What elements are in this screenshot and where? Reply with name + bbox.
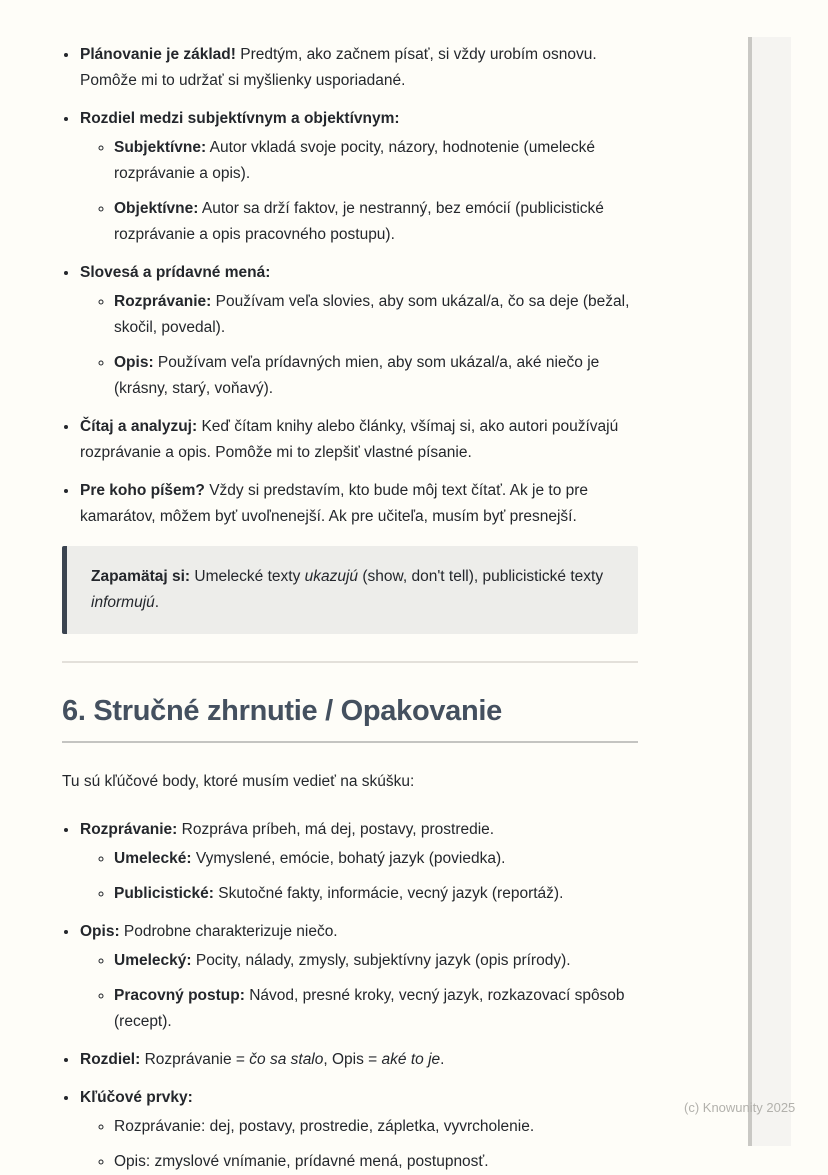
italic-text: aké to je	[381, 1051, 441, 1068]
sub-bullet-item	[114, 135, 638, 187]
item-text: Rozpráva príbeh, má dej, postavy, prostredie.	[177, 821, 495, 838]
sub-bullet-item	[114, 881, 638, 907]
sub-list	[80, 1114, 638, 1175]
section-heading: 6. Stručné zhrnutie / Opakovanie	[62, 694, 638, 743]
item-text: Používam veľa slovies, aby som ukázal/a, čo sa deje (bežal, skočil, povedal).	[114, 293, 630, 336]
bullet-item	[79, 414, 638, 466]
callout-label: Zapamätaj si:	[91, 568, 191, 585]
sub-bullet-item	[114, 846, 638, 872]
sub-bullet-item	[114, 350, 638, 402]
item-label: Čítaj a analyzuj:	[80, 418, 198, 435]
item-label: Opis:	[114, 354, 154, 371]
item-label: Plánovanie je základ!	[80, 46, 236, 63]
callout-note	[62, 546, 638, 634]
section-divider	[62, 661, 638, 663]
item-text: Vymyslené, emócie, bohatý jazyk (poviedka).	[191, 850, 506, 867]
item-label: Opis:	[80, 923, 120, 940]
callout-text: (show, don't tell), publicistické texty	[358, 568, 604, 585]
item-label: Subjektívne:	[114, 139, 207, 156]
sub-list	[80, 846, 638, 907]
bullet-item	[79, 106, 638, 248]
sub-bullet-item	[114, 289, 638, 341]
bullet-item	[79, 478, 638, 530]
item-text: Autor sa drží faktov, je nestranný, bez emócií (publicistické rozprávanie a opis pracovného postupu).	[114, 200, 604, 243]
bullet-item	[79, 817, 638, 907]
item-text: Predtým, ako začnem písať, si vždy urobím osnovu. Pomôže mi to udržať si myšlienky usporiadané.	[80, 46, 597, 89]
item-label: Rozdiel medzi subjektívnym a objektívnym:	[80, 110, 400, 127]
italic-text: informujú	[91, 594, 155, 611]
item-label: Pracovný postup:	[114, 987, 245, 1004]
item-label: Rozdiel:	[80, 1051, 141, 1068]
item-text: Skutočné fakty, informácie, vecný jazyk (reportáž).	[213, 885, 564, 902]
item-label: Kľúčové prvky:	[80, 1089, 193, 1106]
item-text: Keď čítam knihy alebo články, všímaj si, ako autori používajú rozprávanie a opis. Pomôže mi to zlepšiť vlastné písanie.	[80, 418, 619, 461]
callout-text: .	[154, 594, 160, 611]
notes-list	[62, 42, 638, 530]
intro-paragraph: Tu sú kľúčové body, ktoré musím vedieť na skúšku:	[62, 773, 415, 790]
bullet-item	[79, 1047, 638, 1073]
item-label: Publicistické:	[114, 885, 214, 902]
bullet-item	[79, 919, 638, 1035]
item-text: , Opis =	[323, 1051, 382, 1068]
sub-bullet-item	[114, 1114, 638, 1140]
sub-list	[80, 135, 638, 248]
bullet-item	[79, 42, 638, 94]
item-label: Umelecké:	[114, 850, 192, 867]
italic-text: ukazujú	[304, 568, 359, 585]
italic-text: čo sa stalo	[249, 1051, 324, 1068]
sub-bullet-item	[114, 196, 638, 248]
sub-bullet-item	[114, 1149, 638, 1175]
sub-list	[80, 948, 638, 1035]
item-text: .	[440, 1051, 445, 1068]
document-content	[62, 42, 638, 1175]
item-text: Používam veľa prídavných mien, aby som ukázal/a, aké niečo je (krásny, starý, voňavý).	[114, 354, 600, 397]
bullet-item	[79, 1085, 638, 1175]
item-text: Návod, presné kroky, vecný jazyk, rozkazovací spôsob (recept).	[114, 987, 625, 1030]
item-text: Rozprávanie: dej, postavy, prostredie, zápletka, vyvrcholenie.	[114, 1118, 535, 1135]
item-text: Opis: zmyslové vnímanie, prídavné mená, postupnosť.	[114, 1153, 489, 1170]
sub-list	[80, 289, 638, 402]
item-text: Pocity, nálady, zmysly, subjektívny jazyk (opis prírody).	[191, 952, 571, 969]
item-text: Rozprávanie =	[140, 1051, 250, 1068]
sub-bullet-item	[114, 948, 638, 974]
watermark: (c) Knowunity 2025	[684, 1100, 796, 1115]
item-label: Rozprávanie:	[114, 293, 212, 310]
item-label: Objektívne:	[114, 200, 199, 217]
scrollbar-track[interactable]	[748, 37, 791, 1146]
item-text: Podrobne charakterizuje niečo.	[119, 923, 338, 940]
sub-bullet-item	[114, 983, 638, 1035]
item-text: Vždy si predstavím, kto bude môj text čítať. Ak je to pre kamarátov, môžem byť uvoľnenejší. Ak pre učiteľa, musím byť presnejší.	[80, 482, 589, 525]
item-text: Autor vkladá svoje pocity, názory, hodnotenie (umelecké rozprávanie a opis).	[114, 139, 596, 182]
item-label: Umelecký:	[114, 952, 192, 969]
item-label: Pre koho píšem?	[80, 482, 205, 499]
item-label: Rozprávanie:	[80, 821, 178, 838]
bullet-item	[79, 260, 638, 402]
item-label: Slovesá a prídavné mená:	[80, 264, 271, 281]
summary-list	[62, 817, 638, 1175]
callout-text: Umelecké texty	[190, 568, 305, 585]
